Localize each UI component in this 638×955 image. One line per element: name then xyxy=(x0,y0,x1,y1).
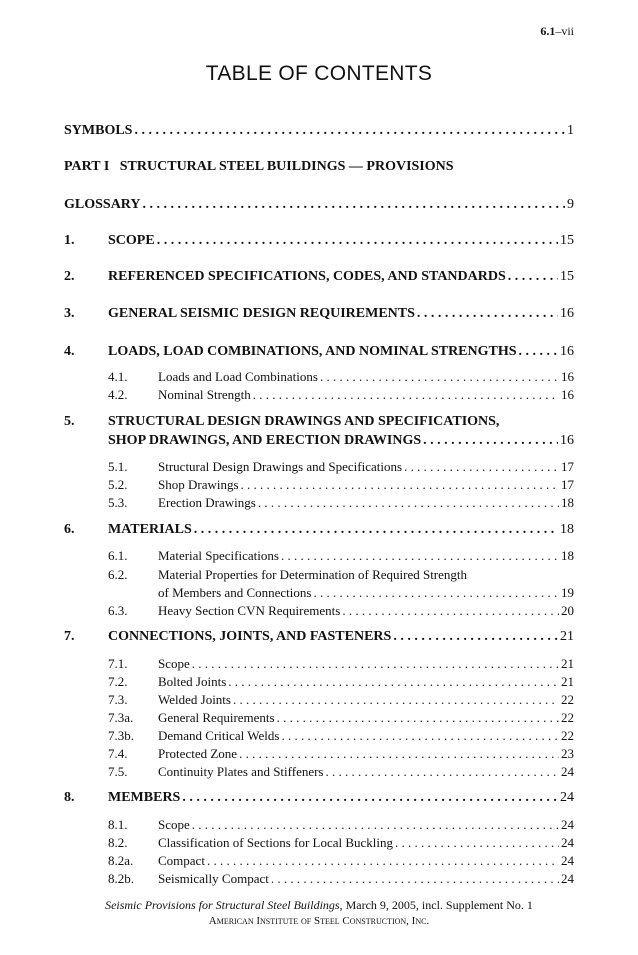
toc-entry-title: Classification of Sections for Local Buckling xyxy=(158,835,394,850)
toc-dot-leader xyxy=(258,494,559,511)
toc-dot-leader xyxy=(519,343,558,360)
toc-entry-title: Structural Design Drawings and Specifications xyxy=(158,459,403,474)
toc-entry-page: 22 xyxy=(561,692,574,707)
toc-entry-title: MATERIALS xyxy=(108,522,192,537)
toc-entry-number: 8.2b. xyxy=(108,871,134,886)
toc-entry-title: Bolted Joints xyxy=(158,674,227,689)
toc-subsection-entry xyxy=(108,476,574,493)
toc-subsection-entry xyxy=(108,494,574,511)
toc-entry-page: 18 xyxy=(561,495,574,510)
toc-entry-page: 23 xyxy=(561,746,574,761)
toc-dot-leader xyxy=(192,816,559,833)
toc-subsection-entry xyxy=(108,368,574,385)
toc-entry-title: SCOPE xyxy=(108,233,155,248)
toc-subsection-entry xyxy=(108,709,574,726)
toc-entry-title: REFERENCED SPECIFICATIONS, CODES, AND STANDARDS xyxy=(108,269,506,284)
toc-entry-number: 8.2. xyxy=(108,835,128,850)
toc-entry-title: Seismically Compact xyxy=(158,871,269,886)
toc-entry-title: LOADS, LOAD COMBINATIONS, AND NOMINAL STRENGTHS xyxy=(108,344,517,359)
toc-entry-number: 7.4. xyxy=(108,746,128,761)
toc-dot-leader xyxy=(277,709,559,726)
toc-entry-title: Loads and Load Combinations xyxy=(158,369,318,384)
toc-entry-title: GLOSSARY xyxy=(64,197,141,212)
toc-entry-title: Material Properties for Determination of Required Strength xyxy=(158,567,468,582)
toc-entry-number: 7. xyxy=(64,629,75,644)
toc-subsection-entry xyxy=(108,727,574,744)
toc-subsection-entry xyxy=(108,834,574,851)
toc-entry-number: 1. xyxy=(64,233,75,248)
toc-section-entry xyxy=(64,158,574,175)
toc-entry-title: Continuity Plates and Stiffeners xyxy=(158,764,324,779)
toc-entry-number: 8. xyxy=(64,790,75,805)
toc-entry-title: Scope xyxy=(158,656,190,671)
toc-subsection-entry xyxy=(108,745,574,762)
toc-entry-number: 3. xyxy=(64,306,75,321)
toc-entry-title: SYMBOLS xyxy=(64,123,133,138)
page-title: TABLE OF CONTENTS xyxy=(205,62,433,85)
toc-dot-leader xyxy=(239,745,559,762)
toc-entry-title: Shop Drawings xyxy=(158,477,239,492)
toc-entry-number: 4.1. xyxy=(108,369,128,384)
toc-entry-title: Protected Zone xyxy=(158,746,238,761)
toc-entry-page: 21 xyxy=(561,656,574,671)
toc-entry-number: 8.2a. xyxy=(108,853,134,868)
toc-entry-number: 7.1. xyxy=(108,656,128,671)
toc-entry-number: 5.3. xyxy=(108,495,128,510)
toc-entry-page: 17 xyxy=(561,477,574,492)
toc-dot-leader xyxy=(157,232,558,249)
toc-entry-title: Nominal Strength xyxy=(158,387,251,402)
toc-dot-leader xyxy=(194,521,558,538)
toc-entry-page: 9 xyxy=(567,197,574,212)
toc-section-entry xyxy=(108,432,574,449)
toc-subsection-entry xyxy=(108,673,574,690)
toc-dot-leader xyxy=(228,673,559,690)
toc-dot-leader xyxy=(313,584,559,601)
footer-date: , March 9, 2005, incl. Supplement No. 1 xyxy=(339,898,533,912)
toc-entry-page: 19 xyxy=(561,585,574,600)
page-number-section: 6.1 xyxy=(540,24,556,38)
toc-entry-title: of Members and Connections xyxy=(158,585,312,600)
toc-entry-page: 18 xyxy=(561,548,574,563)
toc-section-entry xyxy=(64,413,574,430)
toc-entry-page: 24 xyxy=(561,835,574,850)
toc-subsection-entry xyxy=(108,566,574,583)
toc-section-entry xyxy=(64,521,574,538)
toc-entry-page: 22 xyxy=(561,710,574,725)
toc-entry-page: 21 xyxy=(561,674,574,689)
toc-entry-number: 5.1. xyxy=(108,459,128,474)
toc-entry-number: 5. xyxy=(64,414,75,429)
toc-dot-leader xyxy=(395,834,559,851)
toc-dot-leader xyxy=(417,305,558,322)
toc-dot-leader xyxy=(393,628,558,645)
toc-entry-number: 4. xyxy=(64,344,75,359)
toc-entry-number: 7.2. xyxy=(108,674,128,689)
toc-dot-leader xyxy=(134,122,565,139)
toc-section-entry xyxy=(64,232,574,249)
toc-entry-title: Welded Joints xyxy=(158,692,231,707)
toc-entry-page: 24 xyxy=(561,871,574,886)
page-footer xyxy=(0,897,638,929)
toc-entry-title: Heavy Section CVN Requirements xyxy=(158,603,341,618)
toc-subsection-entry xyxy=(108,386,574,403)
toc-dot-leader xyxy=(207,852,559,869)
toc-entry-title: Material Specifications xyxy=(158,548,279,563)
toc-entry-page: 16 xyxy=(560,306,574,321)
toc-entry-number: 5.2. xyxy=(108,477,128,492)
page-number-roman: –vii xyxy=(555,24,574,38)
toc-entry-page: 20 xyxy=(561,603,574,618)
toc-dot-leader xyxy=(423,432,558,449)
toc-entry-title: General Requirements xyxy=(158,710,275,725)
toc-entry-title: Scope xyxy=(158,817,190,832)
toc-entry-title: PART I STRUCTURAL STEEL BUILDINGS — PROVISIONS xyxy=(64,159,454,174)
toc-entry-number: 4.2. xyxy=(108,387,128,402)
footer-publisher: American Institute of Steel Construction, Inc. xyxy=(208,915,430,927)
toc-entry-page: 21 xyxy=(560,629,574,644)
toc-entry-title: Erection Drawings xyxy=(158,495,256,510)
toc-entry-number: 7.5. xyxy=(108,764,128,779)
toc-section-entry xyxy=(64,789,574,806)
toc-dot-leader xyxy=(192,655,559,672)
toc-section-entry xyxy=(64,343,574,360)
toc-entry-number: 7.3a. xyxy=(108,710,134,725)
toc-entry-page: 16 xyxy=(560,344,574,359)
toc-section-entry xyxy=(64,268,574,285)
footer-document-title: Seismic Provisions for Structural Steel Buildings xyxy=(105,898,340,912)
toc-entry-number: 6.1. xyxy=(108,548,128,563)
toc-entry-number: 2. xyxy=(64,269,75,284)
toc-dot-leader xyxy=(241,476,559,493)
toc-entry-page: 17 xyxy=(561,459,574,474)
toc-entry-number: 7.3b. xyxy=(108,728,134,743)
toc-entry-title: Compact xyxy=(158,853,205,868)
toc-entry-number: 6.2. xyxy=(108,567,128,582)
toc-entry-title: MEMBERS xyxy=(108,790,181,805)
toc-entry-title: SHOP DRAWINGS, AND ERECTION DRAWINGS xyxy=(108,433,422,448)
toc-entry-number: 6. xyxy=(64,522,75,537)
toc-subsection-entry xyxy=(108,852,574,869)
toc-entry-page: 24 xyxy=(560,790,574,805)
toc-dot-leader xyxy=(404,458,559,475)
toc-dot-leader xyxy=(320,368,559,385)
toc-entry-title: GENERAL SEISMIC DESIGN REQUIREMENTS xyxy=(108,306,415,321)
toc-entry-page: 24 xyxy=(561,764,574,779)
toc-subsection-entry xyxy=(108,602,574,619)
toc-entry-title: CONNECTIONS, JOINTS, AND FASTENERS xyxy=(108,629,392,644)
toc-entry-number: 7.3. xyxy=(108,692,128,707)
toc-subsection-entry xyxy=(108,655,574,672)
toc-dot-leader xyxy=(326,763,560,780)
toc-entry-page: 15 xyxy=(560,269,574,284)
toc-dot-leader xyxy=(281,547,559,564)
toc-entry-page: 16 xyxy=(561,387,574,402)
toc-entry-title: Demand Critical Welds xyxy=(158,728,280,743)
toc-section-entry xyxy=(64,122,574,139)
toc-entry-page: 24 xyxy=(561,853,574,868)
toc-dot-leader xyxy=(508,268,558,285)
toc-dot-leader xyxy=(233,691,559,708)
toc-entry-page: 18 xyxy=(560,522,574,537)
toc-section-entry xyxy=(64,628,574,645)
toc-dot-leader xyxy=(271,870,559,887)
toc-entry-page: 1 xyxy=(567,123,574,138)
toc-entry-number: 8.1. xyxy=(108,817,128,832)
toc-dot-leader xyxy=(342,602,559,619)
toc-subsection-entry xyxy=(108,547,574,564)
toc-entry-page: 15 xyxy=(560,233,574,248)
toc-subsection-entry xyxy=(108,816,574,833)
toc-entry-page: 16 xyxy=(560,433,574,448)
toc-dot-leader xyxy=(143,196,565,213)
toc-dot-leader xyxy=(281,727,559,744)
toc-subsection-entry xyxy=(108,458,574,475)
toc-entry-page: 24 xyxy=(561,817,574,832)
toc-section-entry xyxy=(64,196,574,213)
toc-subsection-entry xyxy=(158,584,574,601)
toc-entry-title: STRUCTURAL DESIGN DRAWINGS AND SPECIFICATIONS, xyxy=(108,414,500,429)
toc-dot-leader xyxy=(253,386,559,403)
toc-entry-page: 22 xyxy=(561,728,574,743)
toc-subsection-entry xyxy=(108,691,574,708)
toc-entry-number: 6.3. xyxy=(108,603,128,618)
toc-subsection-entry xyxy=(108,870,574,887)
toc-subsection-entry xyxy=(108,763,574,780)
toc-section-entry xyxy=(64,305,574,322)
footer-citation xyxy=(0,897,638,913)
toc-entry-page: 16 xyxy=(561,369,574,384)
toc-dot-leader xyxy=(182,789,558,806)
